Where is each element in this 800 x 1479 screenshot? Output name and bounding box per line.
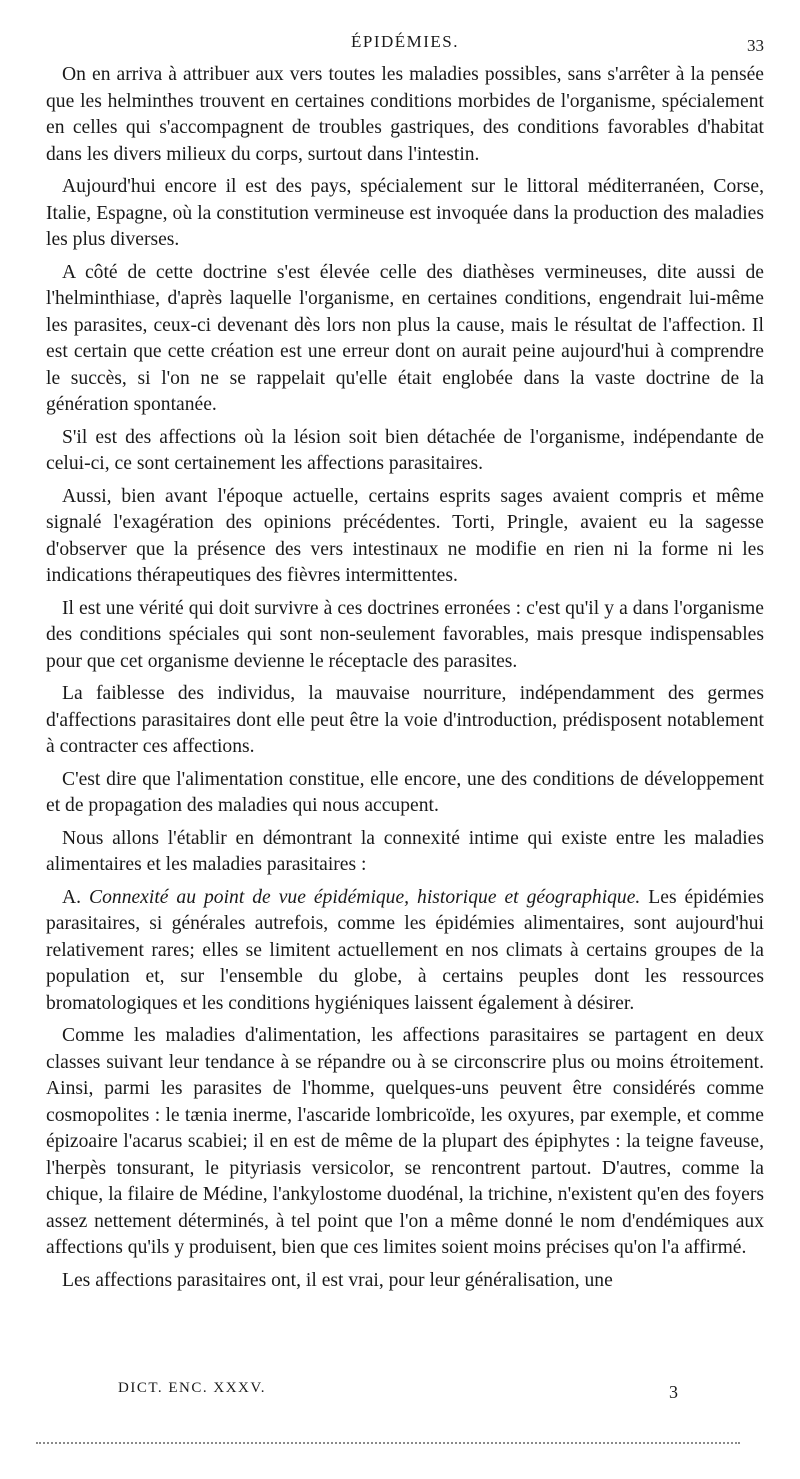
paragraph-6: Il est une vérité qui doit survivre à ces doctrines erronées : c'est qu'il y a dans l'organisme des conditions spéciales qui sont non-seulement favorables, mais presque indispensables pour que cet organisme devienne le réceptacle des parasites.: [46, 597, 764, 672]
page-footer: [118, 1380, 678, 1406]
page-number: 33: [747, 36, 764, 55]
paragraph-10: [46, 885, 764, 1018]
paragraph-7: La faiblesse des individus, la mauvaise nourriture, indépendamment des germes d'affections parasitaires dont elle peut être la voie d'introduction, prédisposent notablement à contracter ces affections.: [46, 683, 764, 757]
section-heading: Connexité au point de vue épidémique, historique et géographique.: [89, 886, 641, 908]
signature-mark: DICT. ENC. XXXV.: [118, 1380, 267, 1396]
paragraph-12: Les affections parasitaires ont, il est vrai, pour leur généralisation, une: [62, 1269, 613, 1291]
paragraph-11: Comme les maladies d'alimentation, les affections parasitaires se partagent en deux classes suivant leur tendance à se répandre ou à se circonscrire plus ou moins étroitement. Ainsi, parmi les parasites de l'homme, quelques-uns peuvent être considérés comme cosmopolites : le tænia inerme, l'ascaride lombricoïde, les oxyures, par exemple, et comme épizoaire l'acarus scabiei; il en est de même de la plupart des épiphytes : la teigne faveuse, l'herpès tonsurant, le pityriasis versicolor, se rencontrent partout. D'autres, comme la chique, la filaire de Médine, l'ankylostome duodénal, la trichine, n'existent qu'en des foyers assez nettement déterminés, à tel point que l'on a même donné le nom d'endémiques aux affections qu'ils y produisent, bien que ces limites soient moins précises qu'on l'a affirmé.: [46, 1025, 764, 1258]
paragraph-2: Aujourd'hui encore il est des pays, spécialement sur le littoral méditerranéen, Corse, Italie, Espagne, où la constitution vermineuse est invoquée dans la production des maladies les plus diverses.: [46, 176, 764, 250]
paragraph-9: Nous allons l'établir en démontrant la connexité intime qui existe entre les maladies alimentaires et les maladies parasitaires :: [46, 827, 764, 875]
running-head: [46, 30, 764, 56]
paragraph-3: A côté de cette doctrine s'est élevée celle des diathèses vermineuses, dite aussi de l'helminthiase, d'après laquelle l'organisme, en certaines conditions, engendrait lui-même les parasites, ceux-ci devenant dès lors non plus la cause, mais le résultat de l'affection. Il est certain que cette création est une erreur dont on aurait peine aujourd'hui à comprendre le succès, si l'on ne se rappelait qu'elle était englobée dans la vaste doctrine de la génération spontanée.: [46, 261, 764, 415]
paragraph-4: S'il est des affections où la lésion soit bien détachée de l'organisme, indépendante de celui-ci, ce sont certainement les affections parasitaires.: [46, 426, 764, 474]
paragraph-1: On en arriva à attribuer aux vers toutes les maladies possibles, sans s'arrêter à la pensée que les helminthes trouvent en certaines conditions morbides de l'organisme, spécialement en celles qui s'accompagnent de troubles gastriques, des conditions favorables d'habitat dans les divers milieux du corps, surtout dans l'intestin.: [46, 64, 764, 165]
running-title: ÉPIDÉMIES.: [350, 32, 460, 51]
section-marker: A.: [62, 886, 90, 908]
dotted-rule: [36, 1442, 740, 1444]
paragraph-5: Aussi, bien avant l'époque actuelle, certains esprits sages avaient compris et même signalé l'exagération des opinions précédentes. Torti, Pringle, avaient eu la sagesse d'observer que la présence des vers intestinaux ne modifie en rien ni la forme ni les indications thérapeutiques des fièvres intermittentes.: [46, 485, 764, 586]
signature-number: 3: [669, 1382, 678, 1402]
paragraph-8: C'est dire que l'alimentation constitue, elle encore, une des conditions de développement et de propagation des maladies qui nous accupent.: [46, 768, 764, 816]
body-text: [46, 62, 764, 1300]
paragraph-10-text: Les épidémies parasitaires, si générales autrefois, comme les épidémies alimentaires, sont aujourd'hui relativement rares; elles se limitent actuellement en nos climats à certains groupes de la population et, sur l'ensemble du globe, à certains peuples dont les ressources bromatologiques et les conditions hygiéniques laissent également à désirer.: [46, 886, 764, 1014]
